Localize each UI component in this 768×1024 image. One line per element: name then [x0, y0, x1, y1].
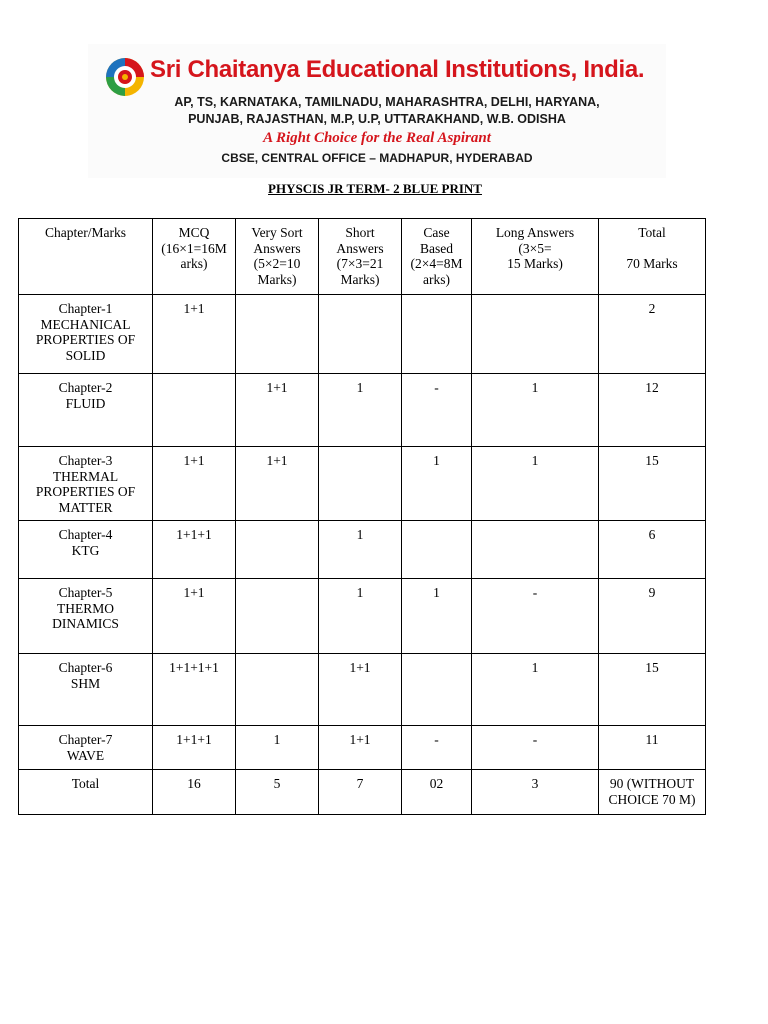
institution-tagline: A Right Choice for the Real Aspirant	[263, 130, 491, 146]
table-cell: 1	[472, 654, 599, 726]
states-line-1: AP, TS, KARNATAKA, TAMILNADU, MAHARASHTRA, DELHI, HARYANA,	[174, 95, 600, 109]
table-cell	[236, 579, 319, 654]
table-cell	[236, 295, 319, 374]
table-cell	[402, 654, 472, 726]
table-cell: 1+1	[153, 295, 236, 374]
table-cell: -	[472, 726, 599, 770]
table-total-row	[19, 770, 706, 815]
table-cell: 1	[319, 374, 402, 447]
table-cell: 1	[472, 374, 599, 447]
central-office: CBSE, CENTRAL OFFICE – MADHAPUR, HYDERABAD	[221, 151, 533, 165]
header-cell: Long Answers (3×5= 15 Marks)	[472, 219, 599, 295]
table-cell	[402, 521, 472, 579]
table-cell: 3	[472, 770, 599, 815]
table-cell: 1	[319, 579, 402, 654]
table-cell: 1+1	[153, 447, 236, 521]
table-cell: Chapter-1 MECHANICAL PROPERTIES OF SOLID	[19, 295, 153, 374]
table-cell: Chapter-7 WAVE	[19, 726, 153, 770]
table-row	[19, 447, 706, 521]
states-line-2: PUNJAB, RAJASTHAN, M.P, U.P, UTTARAKHAND, W.B. ODISHA	[188, 112, 566, 126]
table-cell	[319, 447, 402, 521]
table-row	[19, 374, 706, 447]
table-row	[19, 579, 706, 654]
table-cell: -	[472, 579, 599, 654]
table-cell: 16	[153, 770, 236, 815]
table-cell: 1+1+1	[153, 726, 236, 770]
table-header-row	[19, 219, 706, 295]
table-cell: 6	[599, 521, 706, 579]
table-cell: 11	[599, 726, 706, 770]
table-cell: 1+1	[236, 447, 319, 521]
table-cell: 12	[599, 374, 706, 447]
table-cell: -	[402, 374, 472, 447]
table-cell	[472, 295, 599, 374]
table-cell	[153, 374, 236, 447]
table-cell: 15	[599, 654, 706, 726]
table-row	[19, 726, 706, 770]
table-cell	[319, 295, 402, 374]
table-row	[19, 654, 706, 726]
table-cell: Chapter-6 SHM	[19, 654, 153, 726]
table-cell: 1+1	[236, 374, 319, 447]
table-cell: -	[402, 726, 472, 770]
table-cell: 1	[319, 521, 402, 579]
header-cell: MCQ (16×1=16M arks)	[153, 219, 236, 295]
table-cell: Chapter-3 THERMAL PROPERTIES OF MATTER	[19, 447, 153, 521]
table-row	[19, 521, 706, 579]
table-cell	[472, 521, 599, 579]
table-cell: 15	[599, 447, 706, 521]
table-cell: Chapter-2 FLUID	[19, 374, 153, 447]
table-cell: 1+1	[153, 579, 236, 654]
table-cell: 2	[599, 295, 706, 374]
header-cell: Short Answers (7×3=21 Marks)	[319, 219, 402, 295]
table-cell: Chapter-5 THERMO DINAMICS	[19, 579, 153, 654]
table-cell	[236, 521, 319, 579]
document-title: PHYSCIS JR TERM- 2 BLUE PRINT	[268, 181, 482, 196]
header-cell: Case Based (2×4=8M arks)	[402, 219, 472, 295]
institution-logo-icon	[104, 56, 146, 98]
table-cell: 7	[319, 770, 402, 815]
table-cell: 1+1+1+1	[153, 654, 236, 726]
header-cell: Total 70 Marks	[599, 219, 706, 295]
table-cell: 9	[599, 579, 706, 654]
table-cell: 1	[472, 447, 599, 521]
table-cell: 5	[236, 770, 319, 815]
table-cell: 02	[402, 770, 472, 815]
table-cell: 90 (WITHOUT CHOICE 70 M)	[599, 770, 706, 815]
table-cell: 1	[402, 579, 472, 654]
table-cell	[402, 295, 472, 374]
institution-header	[88, 44, 666, 178]
table-cell: Total	[19, 770, 153, 815]
table-row	[19, 295, 706, 374]
table-cell: 1+1	[319, 726, 402, 770]
table-cell: 1+1+1	[153, 521, 236, 579]
blue-print-table	[18, 218, 706, 815]
table-cell: Chapter-4 KTG	[19, 521, 153, 579]
table-cell: 1	[236, 726, 319, 770]
header-cell: Chapter/Marks	[19, 219, 153, 295]
institution-name: Sri Chaitanya Educational Institutions, India.	[150, 56, 645, 83]
table-cell	[236, 654, 319, 726]
header-cell: Very Sort Answers (5×2=10 Marks)	[236, 219, 319, 295]
table-cell: 1	[402, 447, 472, 521]
table-cell: 1+1	[319, 654, 402, 726]
